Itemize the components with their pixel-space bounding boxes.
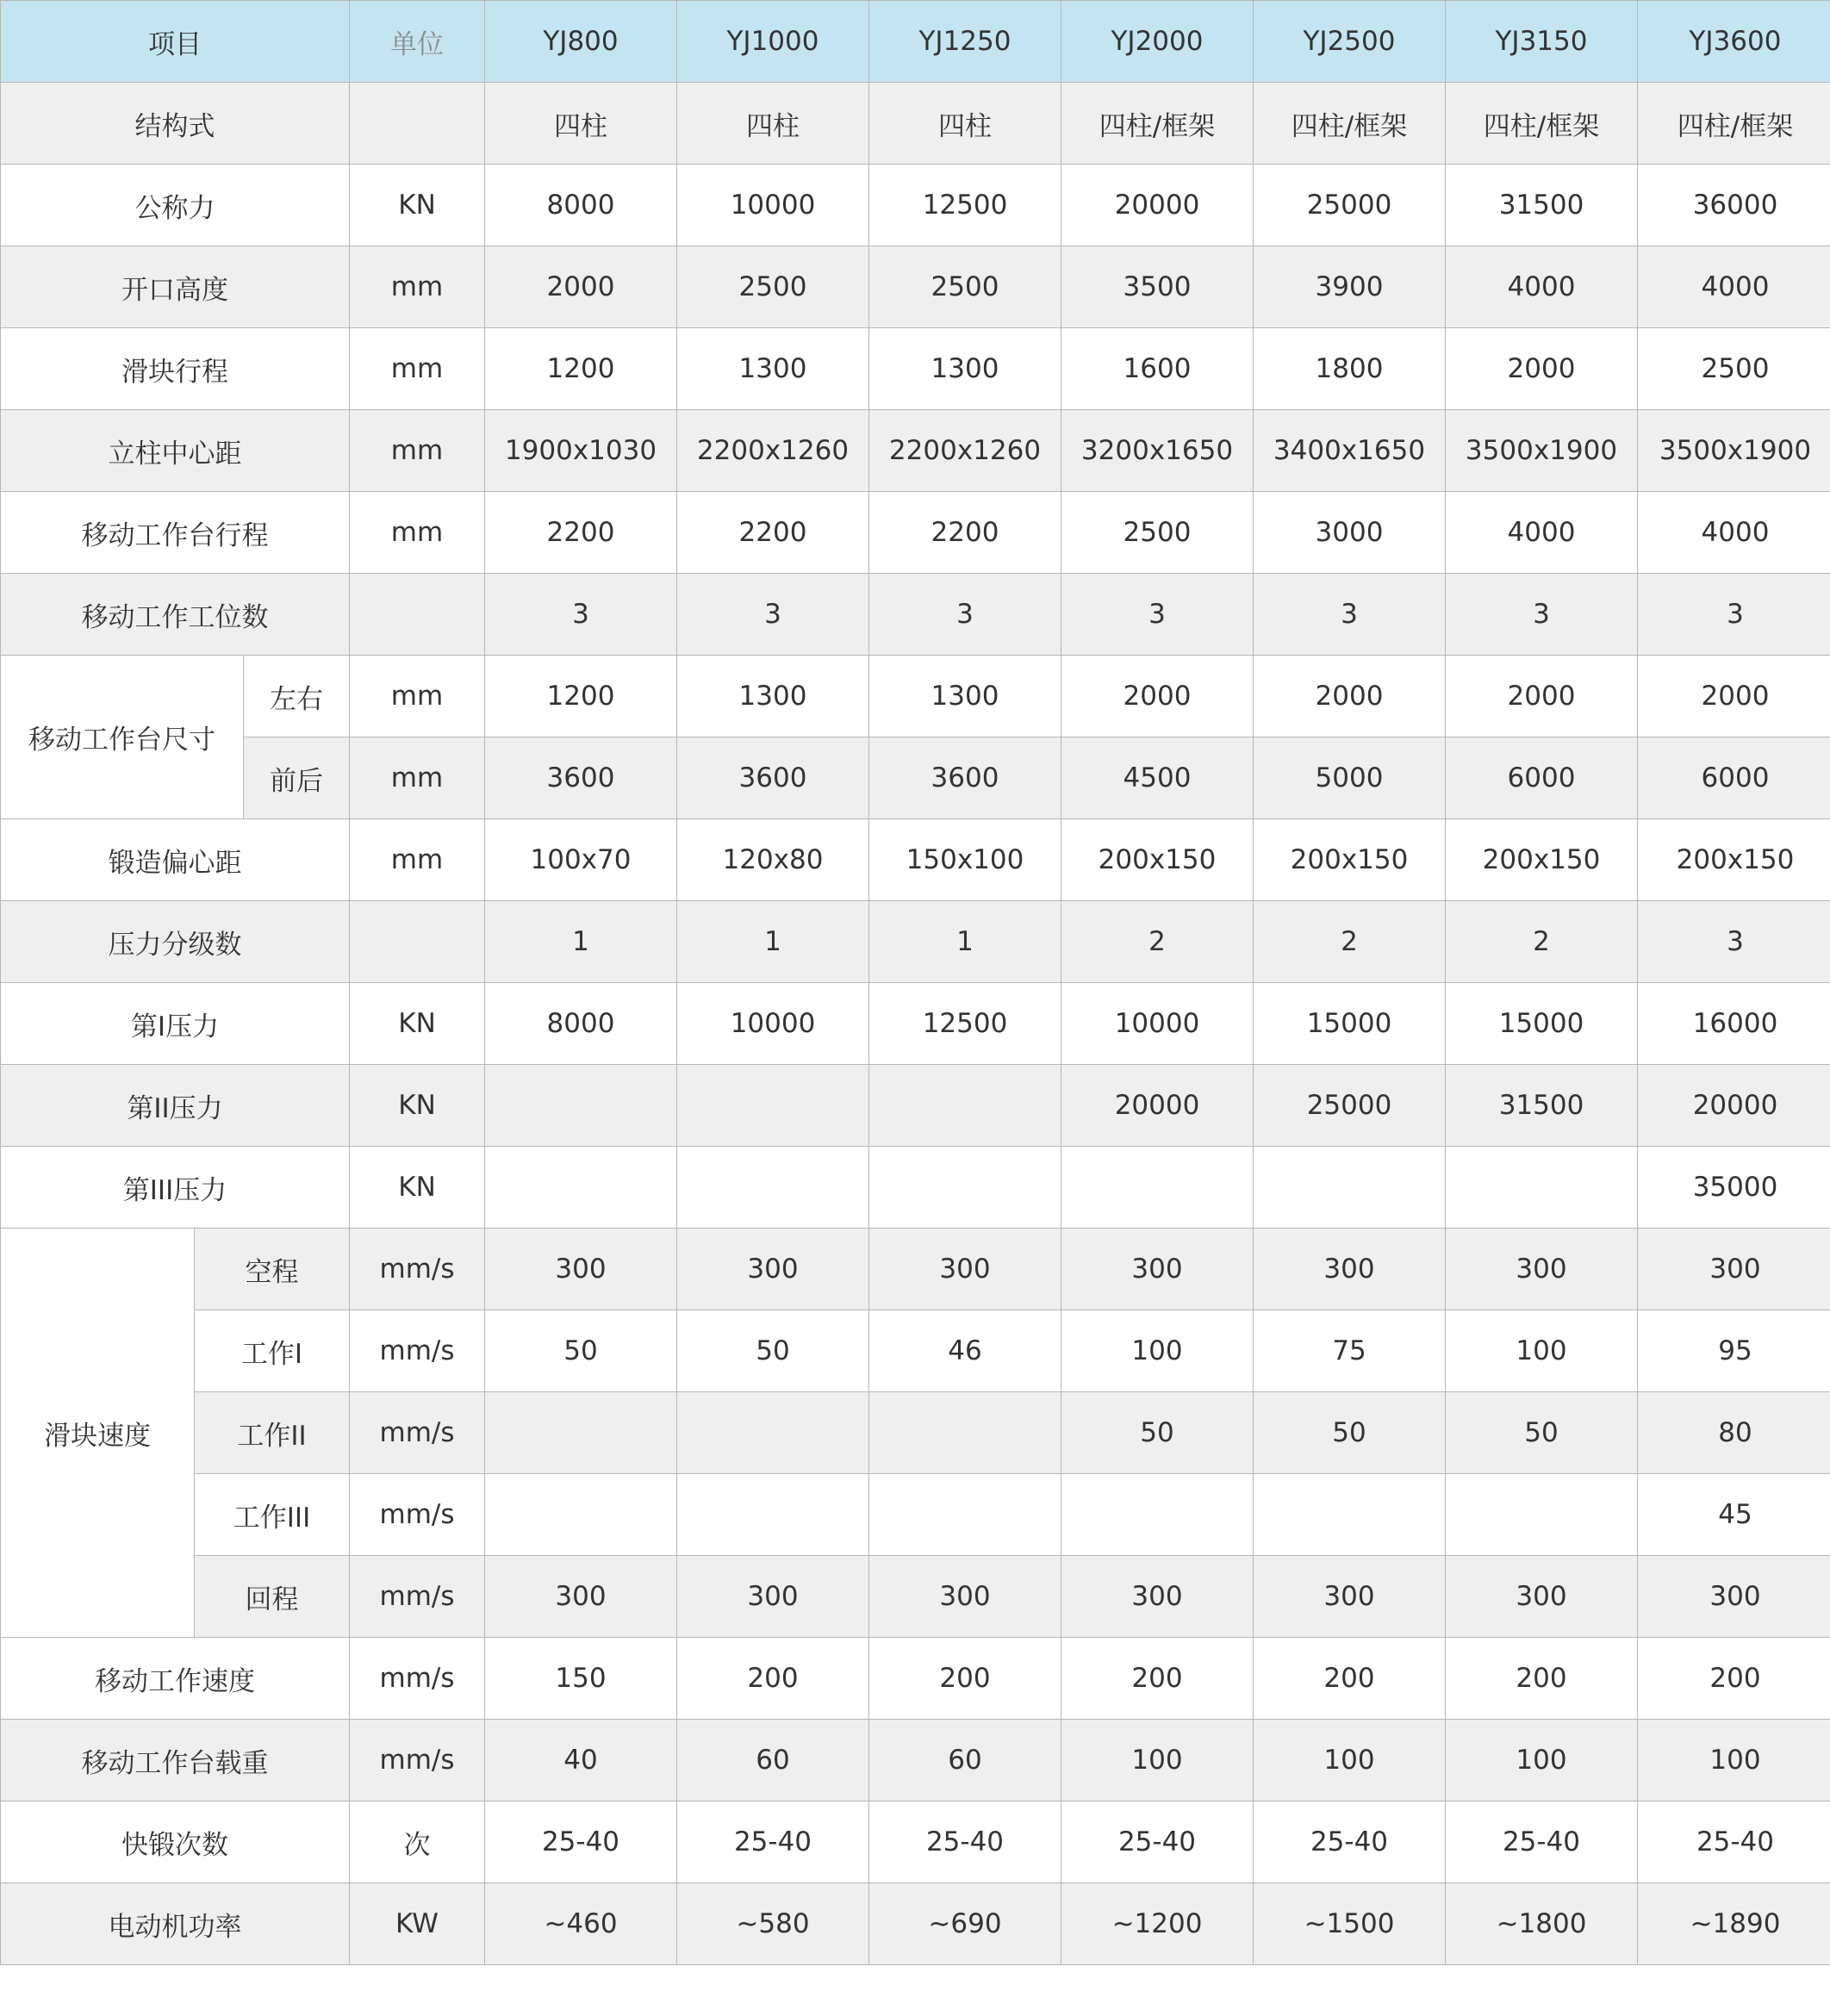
value-cell: 4000 bbox=[1638, 246, 1830, 328]
value-cell: 200 bbox=[1638, 1638, 1830, 1720]
row-label: 结构式 bbox=[1, 83, 350, 165]
row-label: 移动工作工位数 bbox=[1, 574, 350, 656]
value-cell: 3600 bbox=[677, 737, 869, 819]
value-cell: 25000 bbox=[1254, 1065, 1446, 1147]
value-cell: 3500 bbox=[1061, 246, 1254, 328]
unit-cell: mm bbox=[350, 656, 485, 737]
value-cell: 60 bbox=[869, 1720, 1061, 1801]
value-cell: 300 bbox=[1638, 1229, 1830, 1310]
value-cell: 300 bbox=[677, 1229, 869, 1310]
sub-label: 左右 bbox=[244, 656, 350, 737]
value-cell: 12500 bbox=[869, 983, 1061, 1065]
row-slide-speed-return bbox=[1, 1556, 1830, 1638]
value-cell: 4000 bbox=[1446, 492, 1638, 574]
value-cell: 3500x1900 bbox=[1446, 410, 1638, 492]
value-cell: 35000 bbox=[1638, 1147, 1830, 1229]
row-group-label: 移动工作台尺寸 bbox=[1, 656, 244, 819]
value-cell: 四柱 bbox=[485, 83, 677, 165]
value-cell: 25-40 bbox=[1638, 1801, 1830, 1883]
value-cell bbox=[485, 1065, 677, 1147]
unit-cell: mm bbox=[350, 246, 485, 328]
unit-cell: mm bbox=[350, 328, 485, 410]
sub-label: 前后 bbox=[244, 737, 350, 819]
unit-cell: mm bbox=[350, 819, 485, 901]
value-cell: ~1200 bbox=[1061, 1883, 1254, 1965]
value-cell: ~1500 bbox=[1254, 1883, 1446, 1965]
unit-cell bbox=[350, 574, 485, 656]
value-cell: 200 bbox=[1254, 1638, 1446, 1720]
sub-label: 工作II bbox=[195, 1392, 350, 1474]
value-cell: 1800 bbox=[1254, 328, 1446, 410]
value-cell: 3600 bbox=[869, 737, 1061, 819]
unit-cell: KN bbox=[350, 1147, 485, 1229]
value-cell: 50 bbox=[1446, 1392, 1638, 1474]
value-cell: 200 bbox=[1446, 1638, 1638, 1720]
value-cell: 200 bbox=[869, 1638, 1061, 1720]
row-structure bbox=[1, 83, 1830, 165]
value-cell: 20000 bbox=[1638, 1065, 1830, 1147]
unit-cell bbox=[350, 901, 485, 983]
value-cell: 2500 bbox=[677, 246, 869, 328]
value-cell: 四柱/框架 bbox=[1061, 83, 1254, 165]
row-table-load bbox=[1, 1720, 1830, 1801]
value-cell: 2 bbox=[1061, 901, 1254, 983]
value-cell: 50 bbox=[677, 1310, 869, 1392]
row-table-size-left-right bbox=[1, 656, 1830, 737]
row-slide-speed-work1 bbox=[1, 1310, 1830, 1392]
value-cell: 8000 bbox=[485, 165, 677, 246]
row-slide-stroke bbox=[1, 328, 1830, 410]
row-label: 公称力 bbox=[1, 165, 350, 246]
row-pressure-grades bbox=[1, 901, 1830, 983]
value-cell bbox=[1254, 1474, 1446, 1556]
value-cell: 25-40 bbox=[1446, 1801, 1638, 1883]
value-cell: 12500 bbox=[869, 165, 1061, 246]
value-cell: 95 bbox=[1638, 1310, 1830, 1392]
value-cell: 四柱/框架 bbox=[1446, 83, 1638, 165]
row-motor-power bbox=[1, 1883, 1830, 1965]
header-model: YJ800 bbox=[485, 1, 677, 83]
row-label: 压力分级数 bbox=[1, 901, 350, 983]
value-cell: 25-40 bbox=[869, 1801, 1061, 1883]
unit-cell: mm bbox=[350, 410, 485, 492]
value-cell: 10000 bbox=[1061, 983, 1254, 1065]
value-cell: 300 bbox=[1446, 1229, 1638, 1310]
unit-cell: mm/s bbox=[350, 1720, 485, 1801]
value-cell: 45 bbox=[1638, 1474, 1830, 1556]
unit-cell: mm/s bbox=[350, 1474, 485, 1556]
value-cell: 16000 bbox=[1638, 983, 1830, 1065]
unit-cell: 次 bbox=[350, 1801, 485, 1883]
value-cell: ~690 bbox=[869, 1883, 1061, 1965]
value-cell: 200x150 bbox=[1254, 819, 1446, 901]
value-cell: 2200x1260 bbox=[869, 410, 1061, 492]
row-nominal-force bbox=[1, 165, 1830, 246]
value-cell bbox=[869, 1474, 1061, 1556]
value-cell: 15000 bbox=[1446, 983, 1638, 1065]
value-cell: 4000 bbox=[1638, 492, 1830, 574]
value-cell: 3400x1650 bbox=[1254, 410, 1446, 492]
value-cell: 300 bbox=[1061, 1556, 1254, 1638]
value-cell: 300 bbox=[1061, 1229, 1254, 1310]
value-cell: 31500 bbox=[1446, 165, 1638, 246]
header-model: YJ2500 bbox=[1254, 1, 1446, 83]
value-cell: 1200 bbox=[485, 328, 677, 410]
header-model: YJ1000 bbox=[677, 1, 869, 83]
row-station-count bbox=[1, 574, 1830, 656]
value-cell bbox=[485, 1392, 677, 1474]
row-pressure-2 bbox=[1, 1065, 1830, 1147]
value-cell: 200x150 bbox=[1061, 819, 1254, 901]
unit-cell: mm bbox=[350, 492, 485, 574]
value-cell: 3 bbox=[677, 574, 869, 656]
row-label: 锻造偏心距 bbox=[1, 819, 350, 901]
value-cell: 2 bbox=[1446, 901, 1638, 983]
row-table-speed bbox=[1, 1638, 1830, 1720]
value-cell: 25000 bbox=[1254, 165, 1446, 246]
value-cell: ~1890 bbox=[1638, 1883, 1830, 1965]
value-cell: 3 bbox=[1638, 901, 1830, 983]
value-cell: 4500 bbox=[1061, 737, 1254, 819]
value-cell: 6000 bbox=[1638, 737, 1830, 819]
value-cell: 3600 bbox=[485, 737, 677, 819]
value-cell bbox=[1061, 1147, 1254, 1229]
value-cell: 100 bbox=[1446, 1310, 1638, 1392]
value-cell: 25-40 bbox=[1254, 1801, 1446, 1883]
value-cell: 2 bbox=[1254, 901, 1446, 983]
value-cell: 31500 bbox=[1446, 1065, 1638, 1147]
value-cell: 100 bbox=[1638, 1720, 1830, 1801]
value-cell: 50 bbox=[1061, 1392, 1254, 1474]
value-cell: 2000 bbox=[1638, 656, 1830, 737]
value-cell: 2000 bbox=[1446, 328, 1638, 410]
value-cell: 3 bbox=[1446, 574, 1638, 656]
value-cell: 20000 bbox=[1061, 1065, 1254, 1147]
value-cell: 300 bbox=[869, 1556, 1061, 1638]
value-cell bbox=[677, 1065, 869, 1147]
value-cell: 40 bbox=[485, 1720, 677, 1801]
row-label: 第III压力 bbox=[1, 1147, 350, 1229]
value-cell bbox=[677, 1474, 869, 1556]
value-cell: 1300 bbox=[869, 328, 1061, 410]
value-cell: 2500 bbox=[1061, 492, 1254, 574]
value-cell: 3 bbox=[1638, 574, 1830, 656]
row-label: 移动工作台载重 bbox=[1, 1720, 350, 1801]
row-opening-height bbox=[1, 246, 1830, 328]
value-cell bbox=[1254, 1147, 1446, 1229]
unit-cell: mm/s bbox=[350, 1556, 485, 1638]
value-cell: 5000 bbox=[1254, 737, 1446, 819]
row-label: 移动工作台行程 bbox=[1, 492, 350, 574]
value-cell: 2000 bbox=[485, 246, 677, 328]
value-cell: 2500 bbox=[1638, 328, 1830, 410]
value-cell bbox=[869, 1392, 1061, 1474]
value-cell: 100 bbox=[1254, 1720, 1446, 1801]
unit-cell: KN bbox=[350, 1065, 485, 1147]
value-cell: 20000 bbox=[1061, 165, 1254, 246]
value-cell bbox=[1446, 1147, 1638, 1229]
value-cell: 10000 bbox=[677, 983, 869, 1065]
value-cell: 2200 bbox=[869, 492, 1061, 574]
value-cell: 3 bbox=[1254, 574, 1446, 656]
unit-cell: mm bbox=[350, 737, 485, 819]
value-cell: 8000 bbox=[485, 983, 677, 1065]
row-group-label: 滑块速度 bbox=[1, 1229, 195, 1638]
value-cell: 四柱 bbox=[677, 83, 869, 165]
value-cell bbox=[869, 1065, 1061, 1147]
value-cell: 300 bbox=[1446, 1556, 1638, 1638]
value-cell bbox=[677, 1147, 869, 1229]
value-cell: 150x100 bbox=[869, 819, 1061, 901]
sub-label: 回程 bbox=[195, 1556, 350, 1638]
value-cell: 50 bbox=[485, 1310, 677, 1392]
row-table-travel bbox=[1, 492, 1830, 574]
value-cell: 25-40 bbox=[677, 1801, 869, 1883]
value-cell: 300 bbox=[1638, 1556, 1830, 1638]
unit-cell: mm/s bbox=[350, 1638, 485, 1720]
row-label: 快锻次数 bbox=[1, 1801, 350, 1883]
value-cell: 2000 bbox=[1254, 656, 1446, 737]
value-cell: 四柱/框架 bbox=[1254, 83, 1446, 165]
value-cell: 75 bbox=[1254, 1310, 1446, 1392]
header-model: YJ2000 bbox=[1061, 1, 1254, 83]
value-cell: 300 bbox=[485, 1556, 677, 1638]
header-unit: 单位 bbox=[350, 1, 485, 83]
value-cell: 1900x1030 bbox=[485, 410, 677, 492]
header-item: 项目 bbox=[1, 1, 350, 83]
value-cell: 200x150 bbox=[1446, 819, 1638, 901]
value-cell: 1 bbox=[677, 901, 869, 983]
row-table-size-front-back bbox=[1, 737, 1830, 819]
sub-label: 工作I bbox=[195, 1310, 350, 1392]
value-cell: 150 bbox=[485, 1638, 677, 1720]
header-model: YJ1250 bbox=[869, 1, 1061, 83]
value-cell: 25-40 bbox=[1061, 1801, 1254, 1883]
value-cell: 200x150 bbox=[1638, 819, 1830, 901]
value-cell bbox=[485, 1147, 677, 1229]
value-cell bbox=[1061, 1474, 1254, 1556]
value-cell: 3000 bbox=[1254, 492, 1446, 574]
value-cell: 300 bbox=[1254, 1556, 1446, 1638]
value-cell: 300 bbox=[677, 1556, 869, 1638]
row-label: 第I压力 bbox=[1, 983, 350, 1065]
value-cell: ~1800 bbox=[1446, 1883, 1638, 1965]
value-cell: 2200 bbox=[677, 492, 869, 574]
unit-cell bbox=[350, 83, 485, 165]
value-cell: 3 bbox=[869, 574, 1061, 656]
value-cell: 36000 bbox=[1638, 165, 1830, 246]
value-cell: 3200x1650 bbox=[1061, 410, 1254, 492]
value-cell: ~460 bbox=[485, 1883, 677, 1965]
value-cell: 25-40 bbox=[485, 1801, 677, 1883]
value-cell: 3500x1900 bbox=[1638, 410, 1830, 492]
value-cell: 50 bbox=[1254, 1392, 1446, 1474]
header-model: YJ3600 bbox=[1638, 1, 1830, 83]
row-pressure-3 bbox=[1, 1147, 1830, 1229]
value-cell: 2200 bbox=[485, 492, 677, 574]
unit-cell: KN bbox=[350, 983, 485, 1065]
value-cell: 3 bbox=[1061, 574, 1254, 656]
row-forging-count bbox=[1, 1801, 1830, 1883]
value-cell: 15000 bbox=[1254, 983, 1446, 1065]
value-cell: 300 bbox=[1254, 1229, 1446, 1310]
row-label: 开口高度 bbox=[1, 246, 350, 328]
value-cell: 200 bbox=[1061, 1638, 1254, 1720]
value-cell: 120x80 bbox=[677, 819, 869, 901]
row-slide-speed-work2 bbox=[1, 1392, 1830, 1474]
unit-cell: mm/s bbox=[350, 1310, 485, 1392]
value-cell bbox=[1446, 1474, 1638, 1556]
row-slide-speed-work3 bbox=[1, 1474, 1830, 1556]
row-label: 移动工作速度 bbox=[1, 1638, 350, 1720]
unit-cell: KW bbox=[350, 1883, 485, 1965]
value-cell: 1 bbox=[485, 901, 677, 983]
value-cell: 80 bbox=[1638, 1392, 1830, 1474]
row-label: 第II压力 bbox=[1, 1065, 350, 1147]
value-cell bbox=[869, 1147, 1061, 1229]
header-row bbox=[1, 1, 1830, 83]
value-cell: 1300 bbox=[677, 328, 869, 410]
value-cell: 1600 bbox=[1061, 328, 1254, 410]
value-cell: 200 bbox=[677, 1638, 869, 1720]
value-cell: ~580 bbox=[677, 1883, 869, 1965]
value-cell: 60 bbox=[677, 1720, 869, 1801]
row-label: 电动机功率 bbox=[1, 1883, 350, 1965]
value-cell: 300 bbox=[485, 1229, 677, 1310]
value-cell: 6000 bbox=[1446, 737, 1638, 819]
value-cell: 100x70 bbox=[485, 819, 677, 901]
value-cell: 2500 bbox=[869, 246, 1061, 328]
value-cell: 3900 bbox=[1254, 246, 1446, 328]
value-cell: 3 bbox=[485, 574, 677, 656]
value-cell: 46 bbox=[869, 1310, 1061, 1392]
sub-label: 空程 bbox=[195, 1229, 350, 1310]
header-model: YJ3150 bbox=[1446, 1, 1638, 83]
value-cell: 1300 bbox=[677, 656, 869, 737]
value-cell: 100 bbox=[1061, 1720, 1254, 1801]
row-label: 立柱中心距 bbox=[1, 410, 350, 492]
value-cell: 100 bbox=[1061, 1310, 1254, 1392]
value-cell: 1200 bbox=[485, 656, 677, 737]
row-label: 滑块行程 bbox=[1, 328, 350, 410]
sub-label: 工作III bbox=[195, 1474, 350, 1556]
value-cell: 10000 bbox=[677, 165, 869, 246]
value-cell bbox=[677, 1392, 869, 1474]
unit-cell: mm/s bbox=[350, 1229, 485, 1310]
value-cell: 四柱/框架 bbox=[1638, 83, 1830, 165]
unit-cell: mm/s bbox=[350, 1392, 485, 1474]
row-column-distance bbox=[1, 410, 1830, 492]
row-eccentric bbox=[1, 819, 1830, 901]
value-cell: 300 bbox=[869, 1229, 1061, 1310]
row-slide-speed-idle bbox=[1, 1229, 1830, 1310]
value-cell: 1300 bbox=[869, 656, 1061, 737]
value-cell: 1 bbox=[869, 901, 1061, 983]
value-cell: 4000 bbox=[1446, 246, 1638, 328]
value-cell: 2000 bbox=[1061, 656, 1254, 737]
value-cell: 2200x1260 bbox=[677, 410, 869, 492]
value-cell: 100 bbox=[1446, 1720, 1638, 1801]
value-cell: 2000 bbox=[1446, 656, 1638, 737]
row-pressure-1 bbox=[1, 983, 1830, 1065]
value-cell: 四柱 bbox=[869, 83, 1061, 165]
unit-cell: KN bbox=[350, 165, 485, 246]
value-cell bbox=[485, 1474, 677, 1556]
